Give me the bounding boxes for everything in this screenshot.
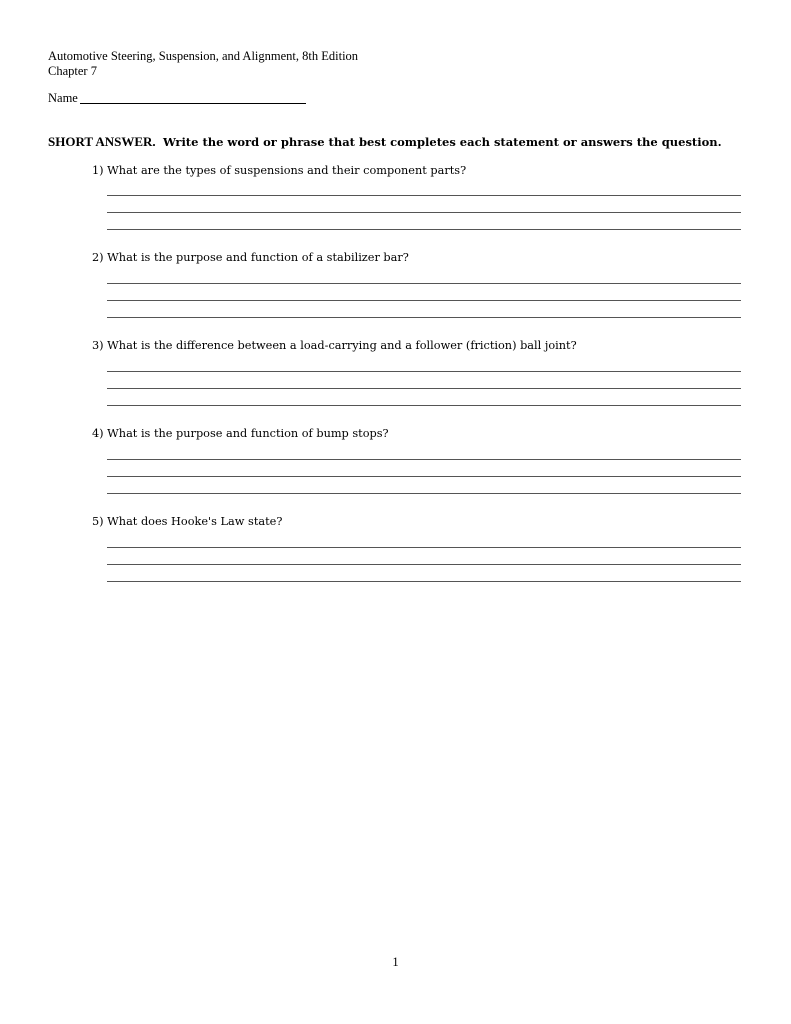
name-label: Name xyxy=(48,91,78,105)
question-5: 5) What does Hooke's Law state? xyxy=(92,515,283,528)
book-title: Automotive Steering, Suspension, and Alignment, 8th Edition xyxy=(48,49,359,63)
page-number: 1 xyxy=(392,955,399,969)
answer-line[interactable] xyxy=(107,300,741,301)
answer-line[interactable] xyxy=(107,547,741,548)
question-2: 2) What is the purpose and function of a stabilizer bar? xyxy=(92,251,409,264)
answer-line[interactable] xyxy=(107,476,741,477)
answer-line[interactable] xyxy=(107,493,741,494)
answer-line[interactable] xyxy=(107,212,741,213)
section-heading: SHORT ANSWER. xyxy=(48,134,156,149)
answer-line[interactable] xyxy=(107,564,741,565)
answer-line[interactable] xyxy=(107,195,741,196)
answer-line[interactable] xyxy=(107,317,741,318)
name-field-blank[interactable] xyxy=(80,103,306,104)
answer-line[interactable] xyxy=(107,371,741,372)
question-3: 3) What is the difference between a load-carrying and a follower (friction) ball joint? xyxy=(92,339,577,352)
answer-line[interactable] xyxy=(107,388,741,389)
answer-line[interactable] xyxy=(107,405,741,406)
instructions xyxy=(48,134,722,150)
question-4: 4) What is the purpose and function of bump stops? xyxy=(92,427,389,440)
question-1: 1) What are the types of suspensions and their component parts? xyxy=(92,164,467,177)
answer-line[interactable] xyxy=(107,459,741,460)
section-instructions: Write the word or phrase that best completes each statement or answers the question. xyxy=(162,135,722,149)
answer-line[interactable] xyxy=(107,229,741,230)
answer-line[interactable] xyxy=(107,283,741,284)
answer-line[interactable] xyxy=(107,581,741,582)
chapter-label: Chapter 7 xyxy=(48,64,97,78)
